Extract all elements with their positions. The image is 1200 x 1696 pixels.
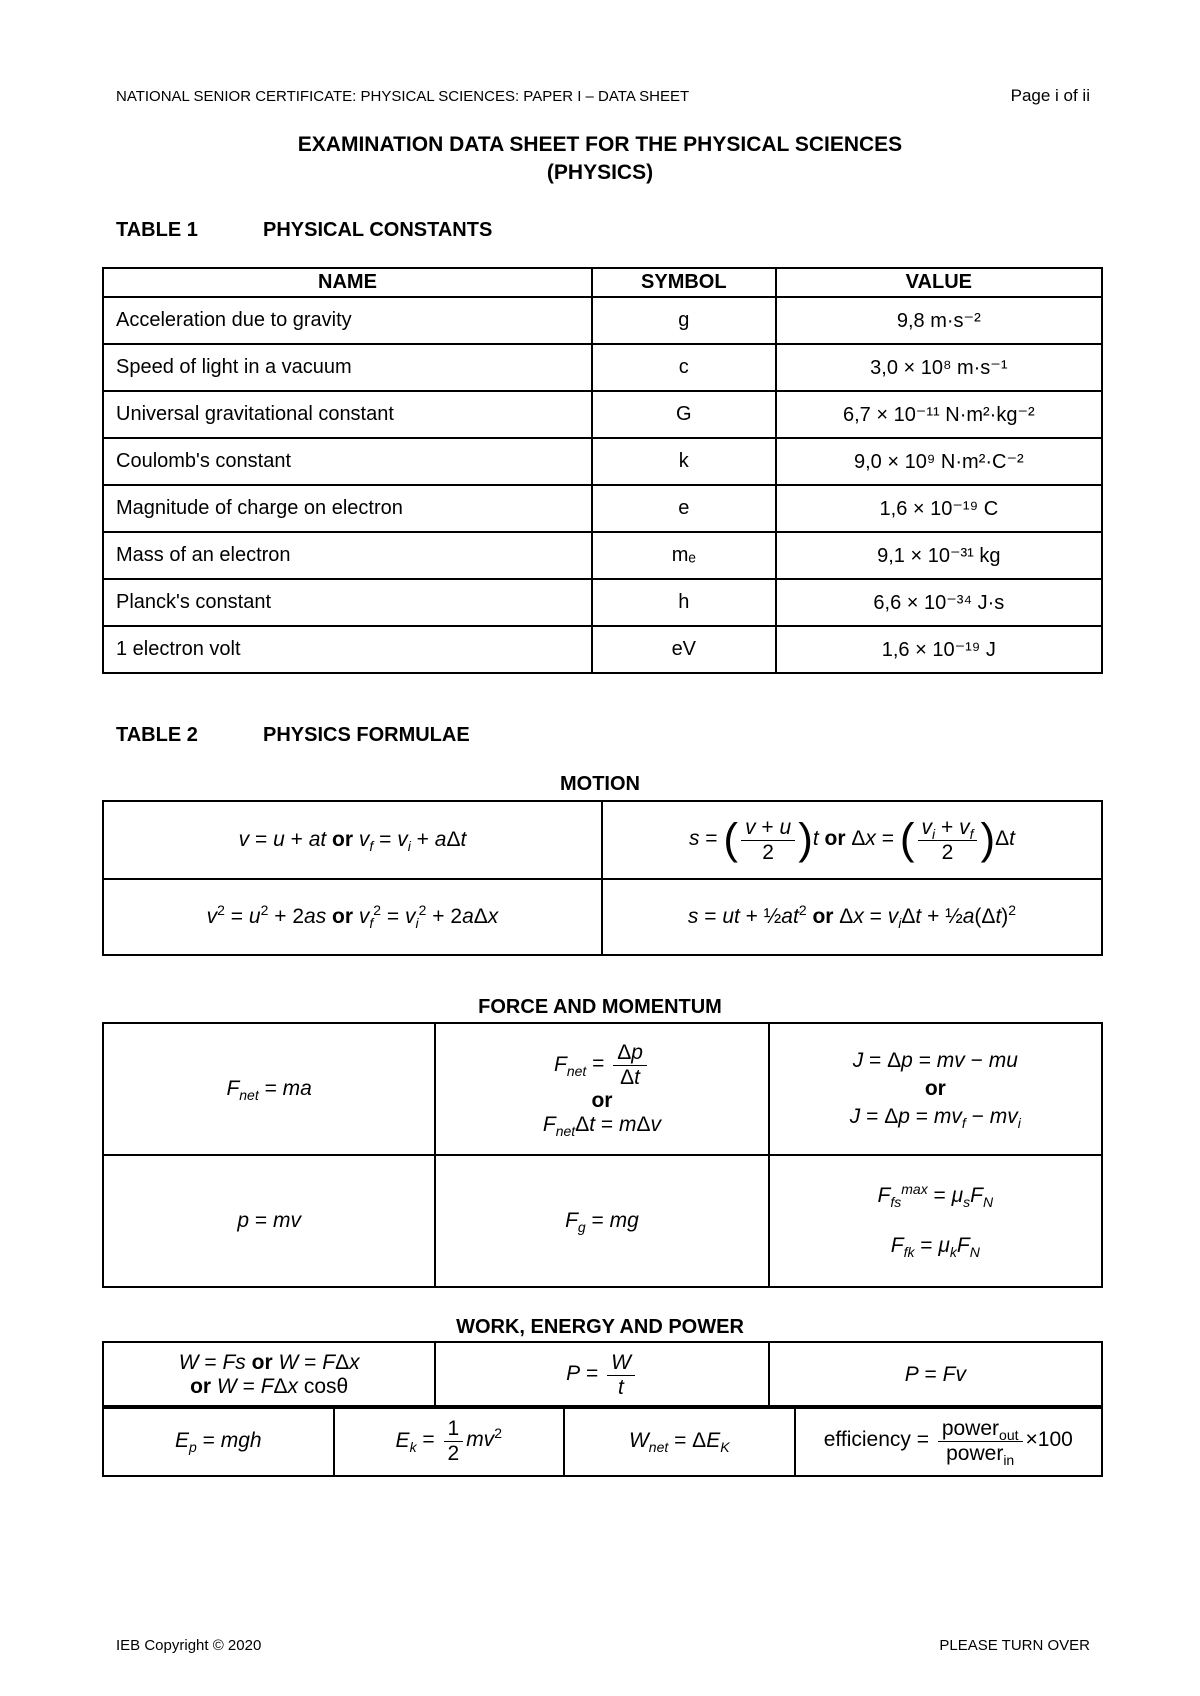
const-name: Coulomb's constant [103,438,592,485]
table-row [103,879,1102,955]
document-subtitle: (PHYSICS) [546,161,654,184]
const-value: 1,6 × 10⁻¹⁹ J [776,626,1102,673]
motion-formula-table [102,800,1103,956]
formula-cell: $F_{net}$ = ma [103,1023,435,1155]
formula-cell: $F_{fs}^{max} = \mu_sF_N$ $F_{fk} = \mu_kF_N$ [769,1155,1102,1287]
const-symbol: k [592,438,776,485]
table-row [103,579,1102,626]
const-value: 9,8 m·s⁻² [776,297,1102,344]
table-row [103,297,1102,344]
table-row [103,1023,1102,1155]
const-symbol: h [592,579,776,626]
const-value: 3,0 × 10⁸ m·s⁻¹ [776,344,1102,391]
const-symbol: eV [592,626,776,673]
formula-cell: efficiency = power$_{out}$ power$_{in}$ ×100 [795,1406,1102,1476]
footer-turn-over: PLEASE TURN OVER [939,1637,1090,1654]
const-name: Acceleration due to gravity [103,297,592,344]
const-symbol: e [592,485,776,532]
table-row [103,344,1102,391]
col-header-symbol: SYMBOL [592,268,776,297]
table-header-row [103,268,1102,297]
work-formula-table-row1 [102,1341,1103,1409]
table-row [103,1155,1102,1287]
formula-cell: v = u + at or $v_f = v_i + a\Delta t$ [103,801,602,879]
const-symbol: mₑ [592,532,776,579]
work-formula-table-row2 [102,1405,1103,1477]
formula-cell: $F_{net}$ = $\frac{\Delta p}{\Delta t}$ or $F_{net}\Delta t = m\Delta v$ [435,1023,768,1155]
const-name: Universal gravitational constant [103,391,592,438]
const-symbol: c [592,344,776,391]
formula-cell: $E_p$ = mgh [103,1406,334,1476]
formula-cell: $v^2 = u^2 + 2as$ or $v_f^2 = v_i^2 + 2a\Delta x$ [103,879,602,955]
table-row [103,532,1102,579]
formula-cell: $E_k$ = $\frac{1}{2}$ $mv^2$ [334,1406,565,1476]
table-row [103,485,1102,532]
formula-cell: p = mv [103,1155,435,1287]
const-name: Planck's constant [103,579,592,626]
table1-name: PHYSICAL CONSTANTS [263,219,493,241]
formula-cell: P = $\frac{W}{t}$ [435,1342,768,1408]
const-value: 9,0 × 10⁹ N·m²·C⁻² [776,438,1102,485]
section-title-work: WORK, ENERGY AND POWER [456,1316,744,1338]
section-title-motion: MOTION [560,773,640,795]
table-row [103,1342,1102,1408]
table-row [103,1406,1102,1476]
formula-cell: J = Δp = mv − mu or $J = \Delta p = mv_f - mv_i$ [769,1023,1102,1155]
const-value: 1,6 × 10⁻¹⁹ C [776,485,1102,532]
const-symbol: g [592,297,776,344]
table-row [103,438,1102,485]
table2-name: PHYSICS FORMULAE [263,724,470,746]
const-name: 1 electron volt [103,626,592,673]
const-value: 9,1 × 10⁻³¹ kg [776,532,1102,579]
const-name: Mass of an electron [103,532,592,579]
const-name: Magnitude of charge on electron [103,485,592,532]
formula-cell: $F_g$ = mg [435,1155,768,1287]
table2-number: TABLE 2 [116,724,198,746]
table-row [103,391,1102,438]
constants-table [102,267,1103,674]
formula-cell: s = ut + $\frac{1}{2}at^2$ or $\Delta x = v_i\Delta t$ + $\frac{1}{2}a(\Delta t)^2$ [602,879,1102,955]
force-formula-table [102,1022,1103,1288]
table-row [103,801,1102,879]
table-row [103,626,1102,673]
const-symbol: G [592,391,776,438]
section-title-force: FORCE AND MOMENTUM [478,996,722,1018]
const-value: 6,7 × 10⁻¹¹ N·m²·kg⁻² [776,391,1102,438]
formula-cell: s = ( $\frac{v + u}{2}$ )t or Δx = ( $\frac{v_i + v_f}{2}$ )Δt [602,801,1102,879]
col-header-name: NAME [103,268,592,297]
col-header-value: VALUE [776,268,1102,297]
page-header-title: NATIONAL SENIOR CERTIFICATE: PHYSICAL SCIENCES: PAPER I – DATA SHEET [116,88,690,105]
footer-copyright: IEB Copyright © 2020 [116,1637,262,1654]
formula-cell: P = Fv [769,1342,1102,1408]
formula-cell: $W_{net} = \Delta E_K$ [564,1406,795,1476]
const-name: Speed of light in a vacuum [103,344,592,391]
formula-cell: W = Fs or W = FΔx or W = FΔx cosθ [103,1342,435,1408]
page-number: Page i of ii [1010,86,1090,105]
table1-number: TABLE 1 [116,219,198,241]
document-title: EXAMINATION DATA SHEET FOR THE PHYSICAL SCIENCES [297,133,903,156]
const-value: 6,6 × 10⁻³⁴ J·s [776,579,1102,626]
